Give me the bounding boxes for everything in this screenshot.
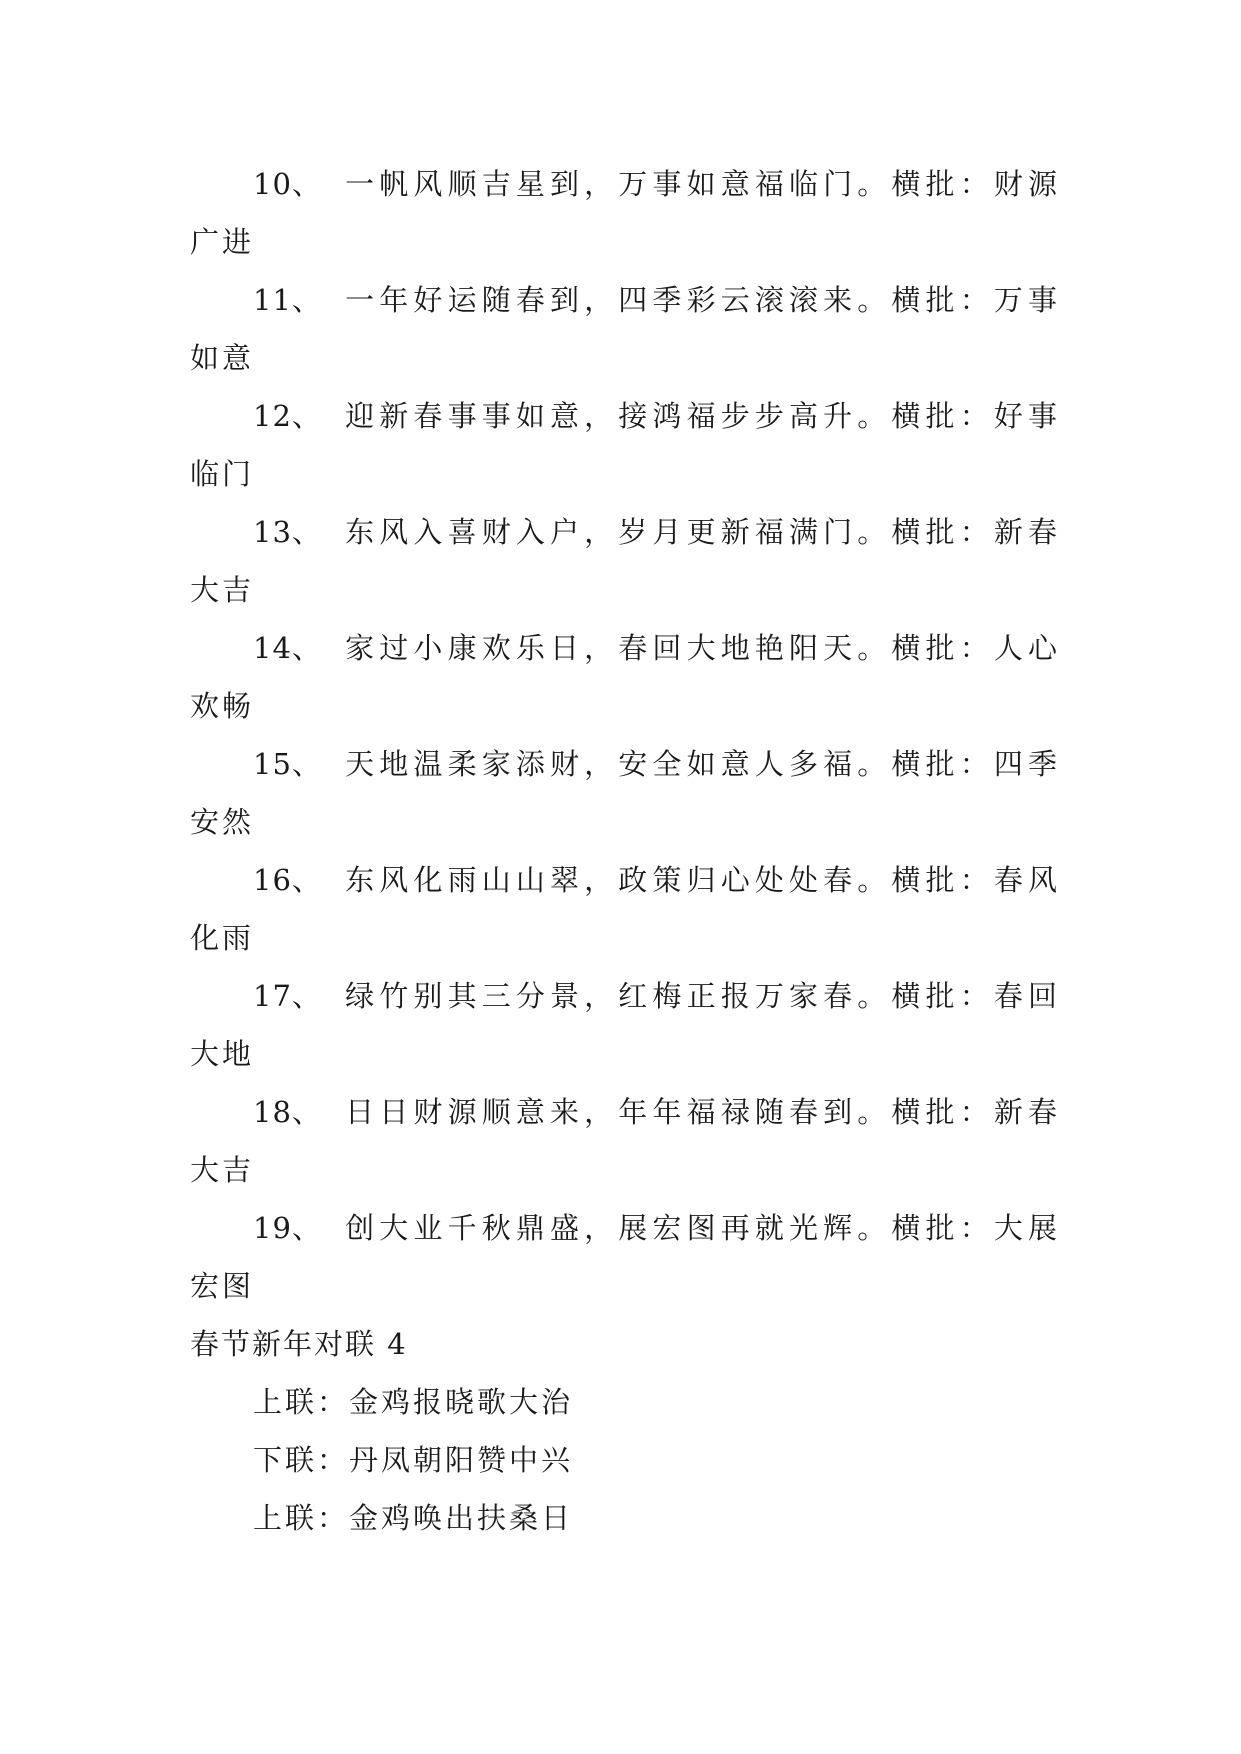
item-continuation: 大吉 — [190, 573, 255, 607]
item-continuation: 广进 — [190, 225, 255, 259]
item-text: 东风化雨山山翠，政策归心处处春。横批：春风 — [343, 863, 1060, 897]
item-first-line — [190, 1083, 1060, 1141]
item-number: 17、 — [253, 979, 322, 1013]
item-first-line — [190, 387, 1060, 445]
item-text: 迎新春事事如意，接鸿福步步高升。横批：好事 — [343, 399, 1060, 433]
couplet-item-19 — [190, 1199, 1060, 1315]
item-continuation: 宏图 — [190, 1269, 255, 1303]
item-text: 一帆风顺吉星到，万事如意福临门。横批：财源 — [343, 167, 1060, 201]
item-continuation: 欢畅 — [190, 689, 255, 723]
item-text: 创大业千秋鼎盛，展宏图再就光辉。横批：大展 — [343, 1211, 1060, 1245]
couplet-line: 下联：丹凤朝阳赞中兴 — [253, 1443, 574, 1477]
item-text: 日日财源顺意来，年年福禄随春到。横批：新春 — [343, 1095, 1060, 1129]
item-first-line — [190, 967, 1060, 1025]
section-heading: 春节新年对联 4 — [190, 1327, 408, 1361]
item-continuation: 安然 — [190, 805, 255, 839]
item-number: 12、 — [253, 399, 322, 433]
couplet-item-14 — [190, 619, 1060, 735]
couplet-item-15 — [190, 735, 1060, 851]
couplet-line: 上联：金鸡报晓歌大治 — [253, 1385, 574, 1419]
couplet-item-13 — [190, 503, 1060, 619]
item-first-line — [190, 735, 1060, 793]
item-continuation: 临门 — [190, 457, 255, 491]
item-first-line — [190, 155, 1060, 213]
item-first-line — [190, 503, 1060, 561]
couplet-item-10 — [190, 155, 1060, 271]
item-first-line — [190, 619, 1060, 677]
item-continuation: 大吉 — [190, 1153, 255, 1187]
item-number: 11、 — [253, 283, 322, 317]
item-first-line — [190, 1199, 1060, 1257]
couplet-item-18 — [190, 1083, 1060, 1199]
couplet-item-12 — [190, 387, 1060, 503]
item-number: 18、 — [253, 1095, 322, 1129]
item-number: 10、 — [253, 167, 322, 201]
item-text: 一年好运随春到，四季彩云滚滚来。横批：万事 — [343, 283, 1060, 317]
item-number: 15、 — [253, 747, 322, 781]
item-number: 19、 — [253, 1211, 322, 1245]
item-first-line — [190, 271, 1060, 329]
item-continuation: 大地 — [190, 1037, 255, 1071]
item-text: 东风入喜财入户，岁月更新福满门。横批：新春 — [343, 515, 1060, 549]
item-first-line — [190, 851, 1060, 909]
couplet-line: 上联：金鸡唤出扶桑日 — [253, 1501, 574, 1535]
document-body — [190, 155, 1060, 1547]
item-number: 14、 — [253, 631, 322, 665]
couplet-item-11 — [190, 271, 1060, 387]
item-number: 16、 — [253, 863, 322, 897]
item-number: 13、 — [253, 515, 322, 549]
item-text: 家过小康欢乐日，春回大地艳阳天。横批：人心 — [343, 631, 1060, 665]
item-continuation: 如意 — [190, 341, 255, 375]
item-text: 绿竹别其三分景，红梅正报万家春。横批：春回 — [343, 979, 1060, 1013]
couplet-item-16 — [190, 851, 1060, 967]
item-continuation: 化雨 — [190, 921, 255, 955]
couplet-item-17 — [190, 967, 1060, 1083]
item-text: 天地温柔家添财，安全如意人多福。横批：四季 — [343, 747, 1060, 781]
